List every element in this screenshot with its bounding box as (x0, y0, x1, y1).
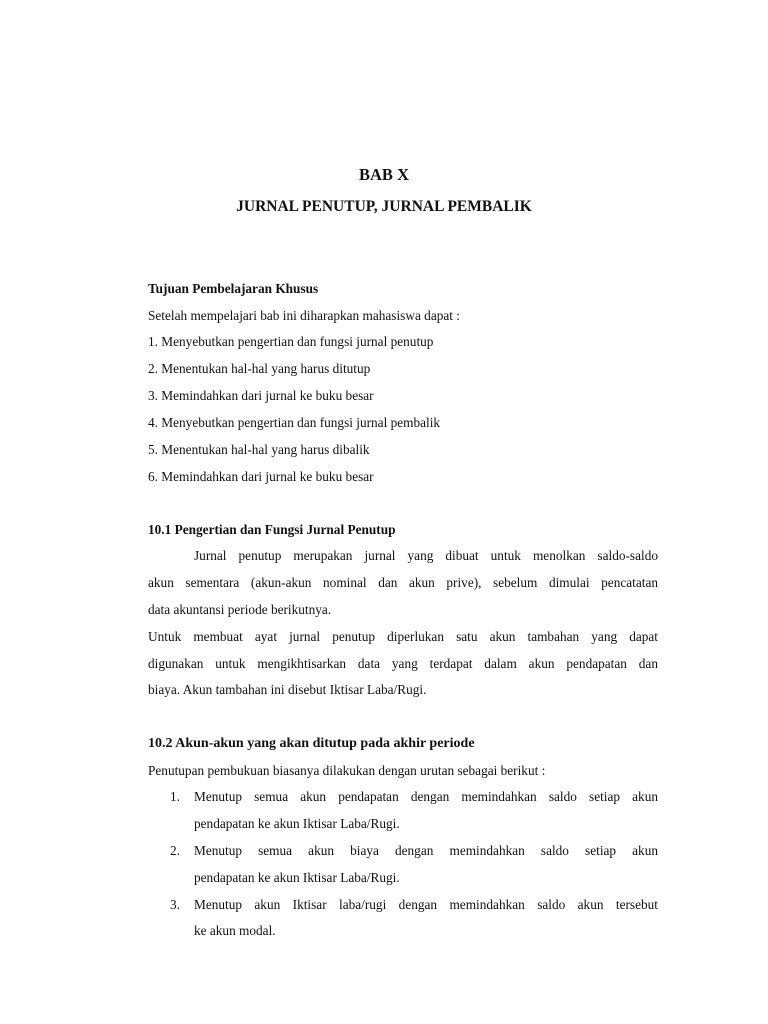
objective-item: 6. Memindahkan dari jurnal ke buku besar (148, 469, 374, 484)
paragraph-line: akun sementara (akun-akun nominal dan akun prive), sebelum dimulai pencatatan (148, 575, 658, 590)
section-heading: 10.2 Akun-akun yang akan ditutup pada akhir periode (148, 736, 475, 751)
list-item-line: pendapatan ke akun Iktisar Laba/Rugi. (194, 816, 400, 831)
chapter-number: BAB X (359, 165, 409, 184)
list-item-line: Menutup akun Iktisar laba/rugi dengan memindahkan saldo akun tersebut (194, 897, 658, 912)
objectives-intro: Setelah mempelajari bab ini diharapkan mahasiswa dapat : (148, 308, 460, 323)
objective-item: 2. Menentukan hal-hal yang harus ditutup (148, 361, 371, 376)
list-item-line: pendapatan ke akun Iktisar Laba/Rugi. (194, 870, 400, 885)
list-item-line: Menutup semua akun pendapatan dengan memindahkan saldo setiap akun (194, 789, 658, 804)
list-number: 2. (170, 843, 180, 858)
paragraph-line: Untuk membuat ayat jurnal penutup diperlukan satu akun tambahan yang dapat (148, 629, 658, 644)
objective-item: 3. Memindahkan dari jurnal ke buku besar (148, 388, 374, 403)
section-intro: Penutupan pembukuan biasanya dilakukan dengan urutan sebagai berikut : (148, 763, 546, 778)
section-heading: 10.1 Pengertian dan Fungsi Jurnal Penutup (148, 522, 396, 537)
paragraph-line: biaya. Akun tambahan ini disebut Iktisar Laba/Rugi. (148, 682, 427, 697)
paragraph-line: digunakan untuk mengikhtisarkan data yang terdapat dalam akun pendapatan dan (148, 656, 658, 671)
paragraph-line: data akuntansi periode berikutnya. (148, 602, 332, 617)
chapter-title: JURNAL PENUTUP, JURNAL PEMBALIK (236, 198, 532, 215)
objective-item: 5. Menentukan hal-hal yang harus dibalik (148, 442, 370, 457)
list-item-line: Menutup semua akun biaya dengan memindahkan saldo setiap akun (194, 843, 658, 858)
objective-item: 1. Menyebutkan pengertian dan fungsi jurnal penutup (148, 334, 434, 349)
objective-item: 4. Menyebutkan pengertian dan fungsi jurnal pembalik (148, 415, 441, 430)
list-number: 1. (170, 789, 180, 804)
paragraph-line: Jurnal penutup merupakan jurnal yang dibuat untuk menolkan saldo-saldo (194, 548, 658, 563)
list-number: 3. (170, 897, 180, 912)
list-item-line: ke akun modal. (194, 923, 276, 938)
objectives-heading: Tujuan Pembelajaran Khusus (148, 281, 319, 296)
